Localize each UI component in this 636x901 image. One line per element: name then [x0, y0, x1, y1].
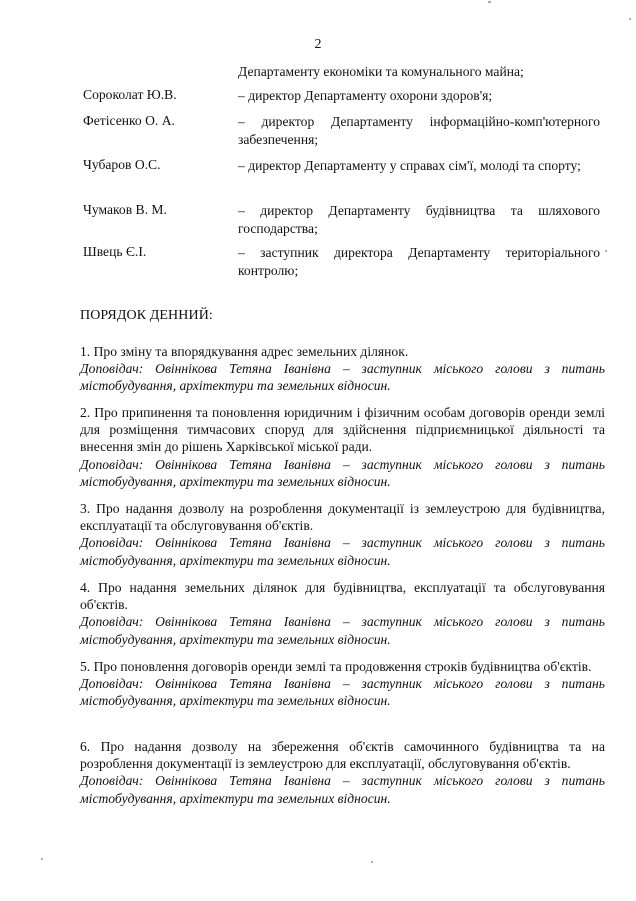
agenda-item-text: 6. Про надання дозволу на збереження об'єктів самочинного будівництва та на розроблення документації із землеустрою для експлуатації, обслуговування об'єктів.	[80, 739, 605, 772]
attendee-name: Швець Є.І.	[83, 244, 147, 259]
agenda-heading: ПОРЯДОК ДЕННИЙ:	[80, 308, 213, 323]
attendee-role: – директор Департаменту інформаційно-комп'ютерного забезпечення;	[238, 114, 600, 147]
scan-speck	[605, 250, 607, 252]
agenda-item-speaker: Доповідач: Овіннікова Тетяна Іванівна – заступник міського голови з питань містобудування, архітектури та земельних відносин.	[80, 361, 605, 394]
attendee-role: – директор Департаменту охорони здоров'я;	[238, 88, 493, 103]
agenda-item	[80, 579, 605, 648]
attendee-name: Фетісенко О. А.	[83, 113, 175, 128]
attendee-role: – директор Департаменту у справах сім'ї, молоді та спорту;	[238, 158, 581, 173]
scan-speck	[41, 858, 43, 860]
scan-speck	[371, 861, 373, 863]
scan-speck	[488, 1, 491, 3]
agenda-item	[80, 343, 605, 395]
agenda-item	[80, 738, 605, 807]
agenda-item-speaker: Доповідач: Овіннікова Тетяна Іванівна – заступник міського голови з питань містобудування, архітектури та земельних відносин.	[80, 456, 605, 489]
page-number: 2	[314, 37, 322, 52]
continuation-line: Департаменту економіки та комунального майна;	[238, 64, 524, 79]
attendee-role: – директор Департаменту будівництва та шляхового господарства;	[238, 203, 600, 236]
agenda-item-text: 3. Про надання дозволу на розроблення документації із землеустрою для будівництва, експлуатації та обслуговування об'єктів.	[80, 501, 605, 534]
scan-speck	[629, 18, 631, 20]
agenda-item-text: 1. Про зміну та впорядкування адрес земельних ділянок.	[80, 344, 409, 359]
agenda-item-text: 4. Про надання земельних ділянок для будівництва, експлуатації та обслуговування об'єктів.	[80, 580, 605, 613]
agenda-item	[80, 658, 605, 710]
agenda-item-text: 2. Про припинення та поновлення юридичним і фізичним особам договорів оренди землі для розміщення тимчасових споруд для здійснення підприємницької діяльності та внесення змін до рішень Харківської міської ради.	[80, 405, 605, 455]
agenda-item	[80, 404, 605, 490]
attendee-role: – заступник директора Департаменту територіального контролю;	[238, 245, 600, 278]
agenda-item-speaker: Доповідач: Овіннікова Тетяна Іванівна – заступник міського голови з питань містобудування, архітектури та земельних відносин.	[80, 614, 605, 647]
attendee-row	[83, 113, 603, 153]
agenda-item	[80, 500, 605, 569]
attendee-name: Сороколат Ю.В.	[83, 87, 177, 102]
agenda-item-speaker: Доповідач: Овіннікова Тетяна Іванівна – заступник міського голови з питань містобудування, архітектури та земельних відносин.	[80, 773, 605, 806]
agenda-item-text: 5. Про поновлення договорів оренди землі та продовження строків будівництва об'єктів.	[80, 659, 592, 674]
attendee-row	[83, 244, 603, 284]
attendee-row	[83, 157, 603, 197]
attendee-name: Чумаков В. М.	[83, 202, 167, 217]
attendee-row	[83, 202, 603, 242]
attendee-name: Чубаров О.С.	[83, 157, 161, 172]
agenda-item-speaker: Доповідач: Овіннікова Тетяна Іванівна – заступник міського голови з питань містобудування, архітектури та земельних відносин.	[80, 676, 605, 709]
agenda-item-speaker: Доповідач: Овіннікова Тетяна Іванівна – заступник міського голови з питань містобудування, архітектури та земельних відносин.	[80, 535, 605, 568]
